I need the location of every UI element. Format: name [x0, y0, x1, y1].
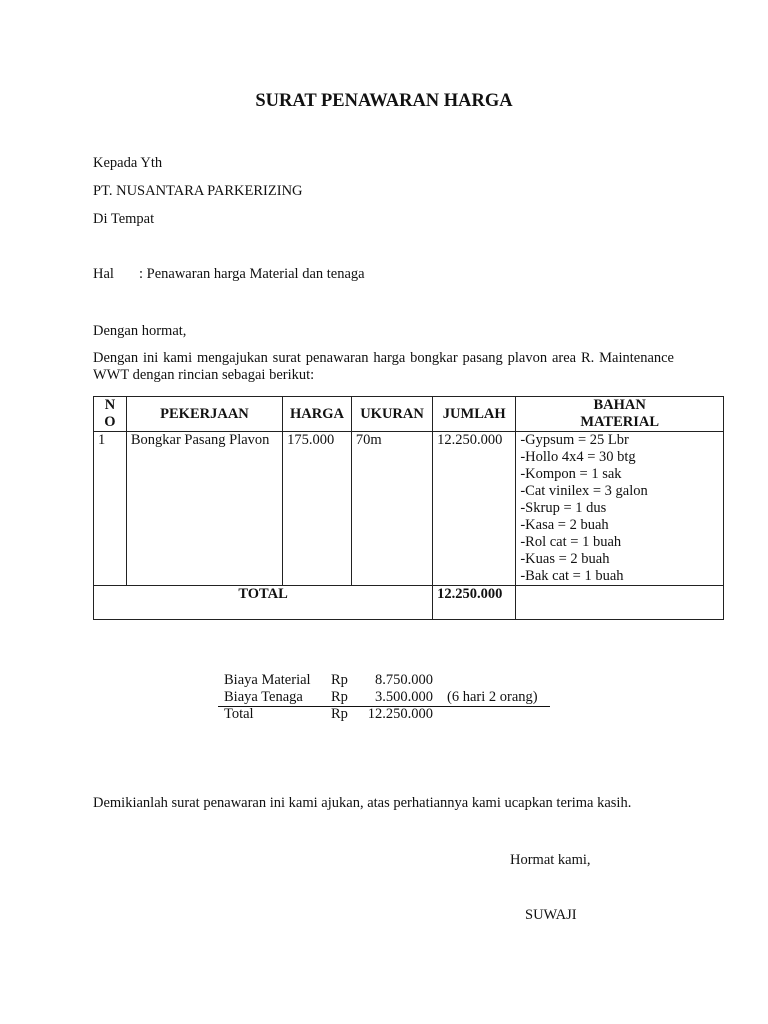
breakdown-total-label: Total [224, 706, 254, 722]
table-header-row [94, 397, 724, 432]
sign-off: Hormat kami, [510, 852, 591, 868]
letter-title: SURAT PENAWARAN HARGA [255, 91, 513, 111]
greeting: Dengan hormat, [93, 323, 187, 339]
header-bahan-material: BAHAN MATERIAL [516, 397, 724, 432]
closing-sentence: Demikianlah surat penawaran ini kami ajukan, atas perhatiannya kami ucapkan terima kasih. [93, 795, 632, 811]
quotation-table [93, 396, 724, 620]
table-row [94, 432, 724, 586]
breakdown-currency: Rp [331, 689, 348, 705]
header-ukuran: UKURAN [351, 397, 432, 432]
cell-ukuran: 70m [351, 432, 432, 586]
header-no: NO [94, 397, 127, 432]
intro-paragraph: Dengan ini kami mengajukan surat penawaran harga bongkar pasang plavon area R. Maintenance WWT dengan rincian sebagai berikut: [93, 350, 674, 383]
header-harga: HARGA [283, 397, 352, 432]
material-item: -Skrup = 1 dus [520, 500, 607, 516]
breakdown-total-value: 12.250.000 [367, 706, 433, 722]
cell-pekerjaan: Bongkar Pasang Plavon [126, 432, 282, 586]
material-item: -Kompon = 1 sak [520, 466, 622, 482]
breakdown-value: 3.500.000 [375, 689, 433, 705]
breakdown-currency: Rp [331, 672, 348, 688]
breakdown-note: (6 hari 2 orang) [447, 689, 538, 705]
total-label: TOTAL [94, 586, 433, 620]
breakdown-label: Biaya Material [224, 672, 311, 688]
total-value: 12.250.000 [433, 586, 516, 620]
cell-harga: 175.000 [283, 432, 352, 586]
breakdown-label: Biaya Tenaga [224, 689, 303, 705]
material-item: -Kuas = 2 buah [520, 551, 610, 567]
recipient-company: PT. NUSANTARA PARKERIZING [93, 183, 303, 199]
subject-text: : Penawaran harga Material dan tenaga [139, 266, 365, 282]
material-item: -Rol cat = 1 buah [520, 534, 622, 550]
subject-line [93, 266, 365, 283]
breakdown-total-currency: Rp [331, 706, 348, 722]
cell-no: 1 [94, 432, 127, 586]
table-total-row [94, 586, 724, 620]
header-jumlah: JUMLAH [433, 397, 516, 432]
material-item: -Hollo 4x4 = 30 btg [520, 449, 636, 465]
recipient-salutation: Kepada Yth [93, 155, 163, 171]
breakdown-value: 8.750.000 [375, 672, 433, 688]
header-pekerjaan: PEKERJAAN [126, 397, 282, 432]
material-item: -Kasa = 2 buah [520, 517, 609, 533]
recipient-place: Di Tempat [93, 211, 155, 227]
cell-bahan-material [516, 432, 724, 586]
total-empty-cell [516, 586, 724, 620]
material-item: -Gypsum = 25 Lbr [520, 432, 629, 448]
cell-jumlah: 12.250.000 [433, 432, 516, 586]
material-item: -Bak cat = 1 buah [520, 568, 624, 584]
material-item: -Cat vinilex = 3 galon [520, 483, 648, 499]
signer-name: SUWAJI [525, 907, 577, 923]
subject-label: Hal [93, 266, 114, 282]
